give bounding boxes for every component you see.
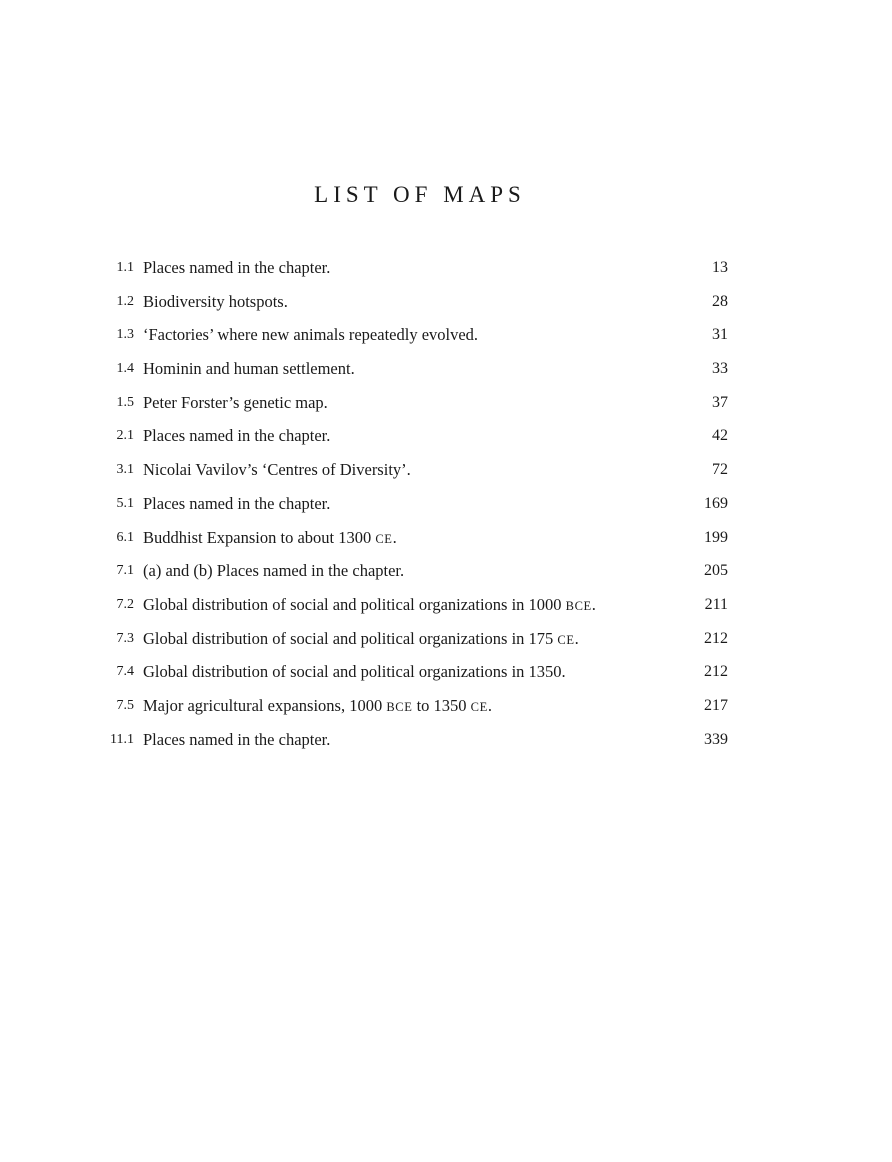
page-number: 13 bbox=[712, 259, 728, 276]
list-item bbox=[0, 455, 892, 489]
list-item bbox=[0, 657, 892, 691]
page-number: 37 bbox=[712, 393, 728, 411]
map-number: 7.2 bbox=[116, 596, 134, 612]
list-item bbox=[0, 320, 892, 354]
map-title: Peter Forster’s genetic map. bbox=[143, 392, 328, 412]
map-title: Biodiversity hotspots. bbox=[143, 291, 288, 311]
map-number: 6.1 bbox=[116, 529, 134, 545]
list-item bbox=[0, 489, 892, 523]
list-item bbox=[0, 556, 892, 590]
page-number: 33 bbox=[712, 360, 728, 378]
map-number: 11.1 bbox=[110, 731, 134, 747]
map-title: (a) and (b) Places named in the chapter. bbox=[143, 561, 405, 581]
map-title: Places named in the chapter. bbox=[143, 258, 331, 277]
list-item bbox=[0, 253, 892, 287]
page-number: 211 bbox=[704, 595, 728, 613]
map-title: Places named in the chapter. bbox=[143, 493, 331, 513]
page-number: 72 bbox=[712, 461, 728, 479]
map-title: Places named in the chapter. bbox=[143, 729, 331, 749]
era-abbreviation: CE bbox=[470, 699, 488, 714]
map-number: 7.5 bbox=[116, 697, 134, 713]
map-title: Hominin and human settlement. bbox=[143, 359, 355, 379]
map-number: 1.1 bbox=[116, 260, 134, 275]
list-item bbox=[0, 624, 892, 658]
era-abbreviation: CE bbox=[557, 632, 575, 647]
map-number: 3.1 bbox=[116, 462, 134, 478]
map-title: ‘Factories’ where new animals repeatedly evolved. bbox=[143, 325, 479, 345]
page-number: 199 bbox=[704, 528, 728, 546]
list-item bbox=[0, 691, 892, 725]
map-number: 2.1 bbox=[116, 428, 134, 444]
page-number: 42 bbox=[712, 427, 728, 445]
page-number: 28 bbox=[712, 292, 728, 310]
map-title: Buddhist Expansion to about 1300 CE. bbox=[143, 527, 397, 547]
era-abbreviation: CE bbox=[375, 531, 393, 546]
map-title: Global distribution of social and political organizations in 1350. bbox=[143, 662, 566, 682]
page-number: 31 bbox=[712, 326, 728, 344]
page-title: LIST OF MAPS bbox=[314, 182, 526, 207]
map-number: 1.3 bbox=[116, 327, 134, 343]
map-title: Major agricultural expansions, 1000 BCE to 1350 CE. bbox=[143, 695, 492, 715]
map-number: 7.4 bbox=[116, 664, 134, 680]
map-number: 7.3 bbox=[116, 630, 134, 646]
map-number: 7.1 bbox=[116, 563, 134, 579]
map-number: 1.5 bbox=[116, 394, 134, 410]
map-title: Global distribution of social and political organizations in 1000 BCE. bbox=[143, 594, 596, 614]
list-item bbox=[0, 725, 892, 759]
page-number: 212 bbox=[704, 629, 728, 647]
list-item bbox=[0, 354, 892, 388]
page-number: 205 bbox=[704, 562, 728, 580]
era-abbreviation: BCE bbox=[386, 699, 413, 714]
map-number: 5.1 bbox=[116, 495, 134, 511]
page-number: 212 bbox=[704, 663, 728, 681]
list-item bbox=[0, 287, 892, 321]
page-number: 339 bbox=[704, 730, 728, 748]
page-number: 217 bbox=[704, 696, 728, 714]
map-number: 1.2 bbox=[116, 293, 134, 309]
list-item bbox=[0, 388, 892, 422]
map-title: Global distribution of social and political organizations in 175 CE. bbox=[143, 628, 579, 648]
list-item bbox=[0, 421, 892, 455]
map-title: Nicolai Vavilov’s ‘Centres of Diversity’. bbox=[143, 460, 411, 480]
map-title: Places named in the chapter. bbox=[143, 426, 331, 446]
maps-list bbox=[0, 253, 892, 758]
list-item bbox=[0, 523, 892, 557]
list-item bbox=[0, 590, 892, 624]
page-number: 169 bbox=[704, 494, 728, 512]
map-number: 1.4 bbox=[116, 361, 134, 377]
era-abbreviation: BCE bbox=[565, 598, 592, 613]
